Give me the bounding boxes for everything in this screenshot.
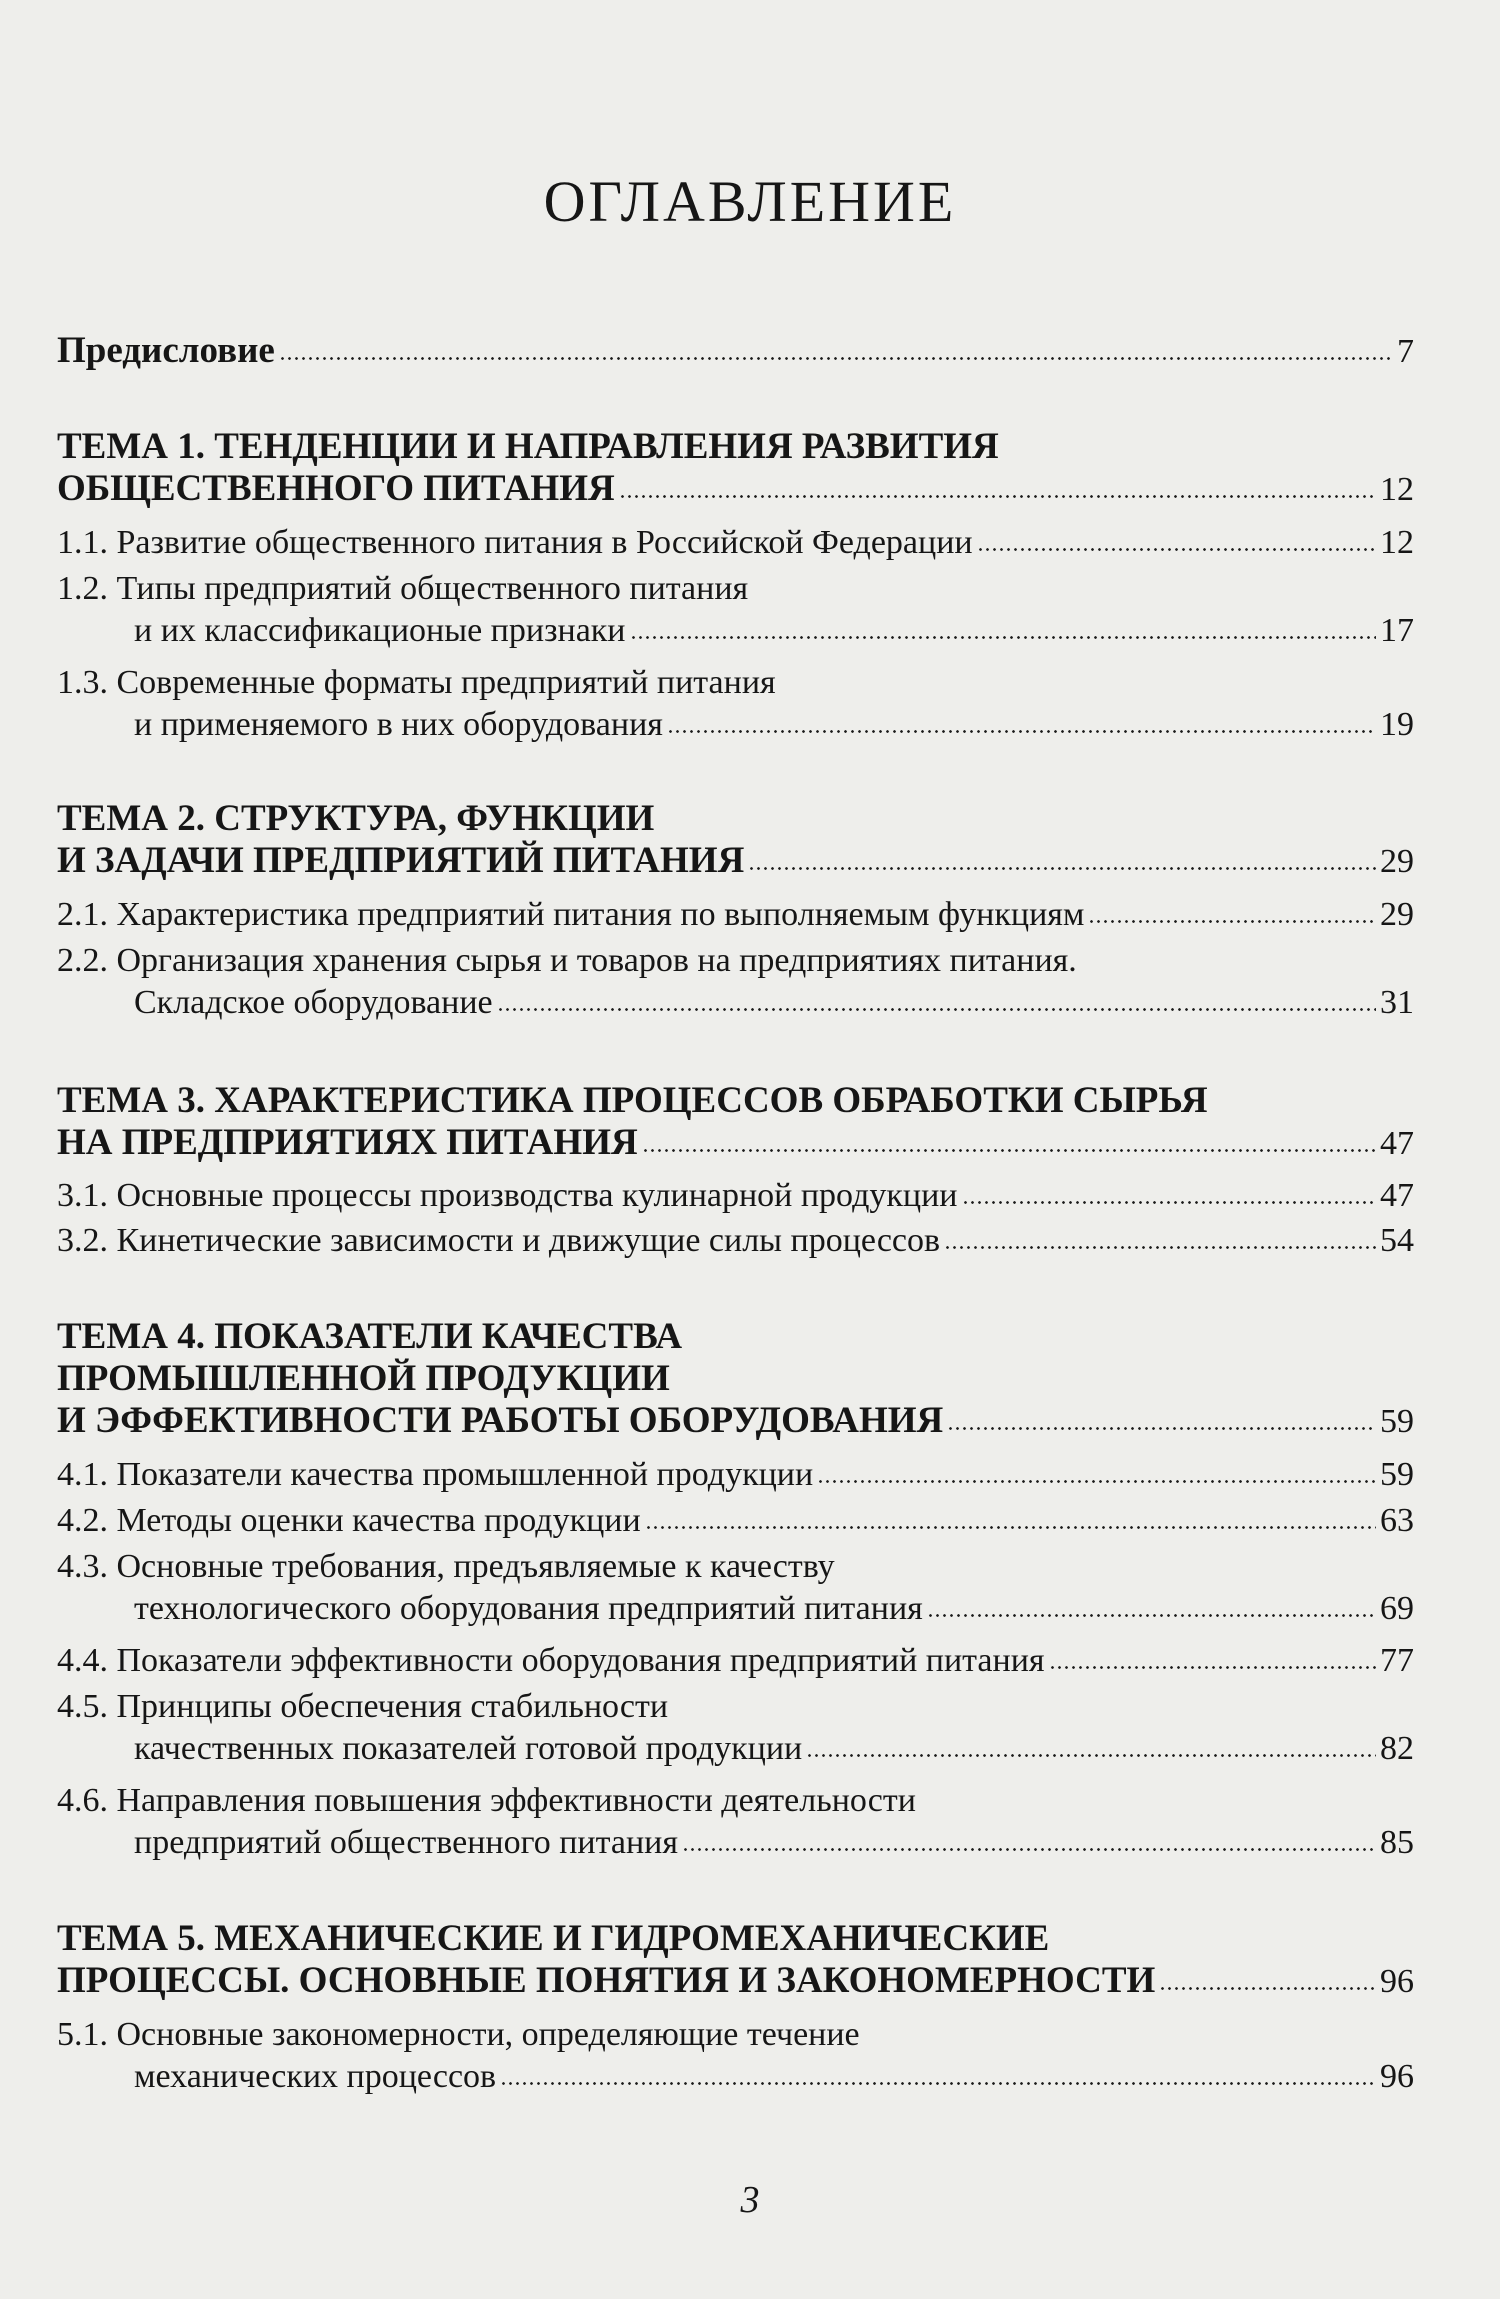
toc-entry-5-1: 5.1. Основные закономерности, определяющие течение механических процессов 96 <box>57 2016 1414 2095</box>
toc-topic-3-heading: ТЕМА 3. ХАРАКТЕРИСТИКА ПРОЦЕССОВ ОБРАБОТКИ СЫРЬЯ НА ПРЕДПРИЯТИЯХ ПИТАНИЯ 47 <box>57 1080 1414 1163</box>
toc-entry-2-1: 2.1. Характеристика предприятий питания по выполняемым функциям 29 <box>57 896 1414 933</box>
page-title: ОГЛАВЛЕНИЕ <box>543 169 957 234</box>
toc-topic-2-heading: ТЕМА 2. СТРУКТУРА, ФУНКЦИИ И ЗАДАЧИ ПРЕДПРИЯТИЙ ПИТАНИЯ 29 <box>57 798 1414 881</box>
toc-entry-4-4: 4.4. Показатели эффективности оборудования предприятий питания 77 <box>57 1642 1414 1679</box>
toc-entry-3-2: 3.2. Кинетические зависимости и движущие силы процессов 54 <box>57 1222 1414 1259</box>
toc-entry-4-1: 4.1. Показатели качества промышленной продукции 59 <box>57 1456 1414 1493</box>
page-number: 3 <box>740 2179 760 2221</box>
toc-entry-1-1: 1.1. Развитие общественного питания в Российской Федерации 12 <box>57 524 1414 561</box>
toc-topic-1-heading: ТЕМА 1. ТЕНДЕНЦИИ И НАПРАВЛЕНИЯ РАЗВИТИЯ ОБЩЕСТВЕННОГО ПИТАНИЯ 12 <box>57 426 1414 509</box>
toc-topic-5-heading: ТЕМА 5. МЕХАНИЧЕСКИЕ И ГИДРОМЕХАНИЧЕСКИЕ ПРОЦЕССЫ. ОСНОВНЫЕ ПОНЯТИЯ И ЗАКОНОМЕРНОСТИ 96 <box>57 1918 1414 2001</box>
toc-entry-1-2: 1.2. Типы предприятий общественного питания и их классификационые признаки 17 <box>57 570 1414 649</box>
toc-entry-4-5: 4.5. Принципы обеспечения стабильности качественных показателей готовой продукции 82 <box>57 1688 1414 1767</box>
toc-entry-4-6: 4.6. Направления повышения эффективности деятельности предприятий общественного питания 85 <box>57 1782 1414 1861</box>
toc-entry-1-3: 1.3. Современные форматы предприятий питания и применяемого в них оборудования 19 <box>57 664 1414 743</box>
toc-entry-preface: Предисловие 7 <box>57 330 1414 371</box>
toc-entry-3-1: 3.1. Основные процессы производства кулинарной продукции 47 <box>57 1177 1414 1214</box>
toc-entry-2-2: 2.2. Организация хранения сырья и товаров на предприятиях питания. Складское оборудование 31 <box>57 942 1414 1021</box>
toc-topic-4-heading: ТЕМА 4. ПОКАЗАТЕЛИ КАЧЕСТВА ПРОМЫШЛЕННОЙ ПРОДУКЦИИ И ЭФФЕКТИВНОСТИ РАБОТЫ ОБОРУДОВАНИЯ 59 <box>57 1316 1414 1441</box>
toc-entry-4-2: 4.2. Методы оценки качества продукции 63 <box>57 1502 1414 1539</box>
toc-entry-4-3: 4.3. Основные требования, предъявляемые к качеству технологического оборудования предприятий питания 69 <box>57 1548 1414 1627</box>
